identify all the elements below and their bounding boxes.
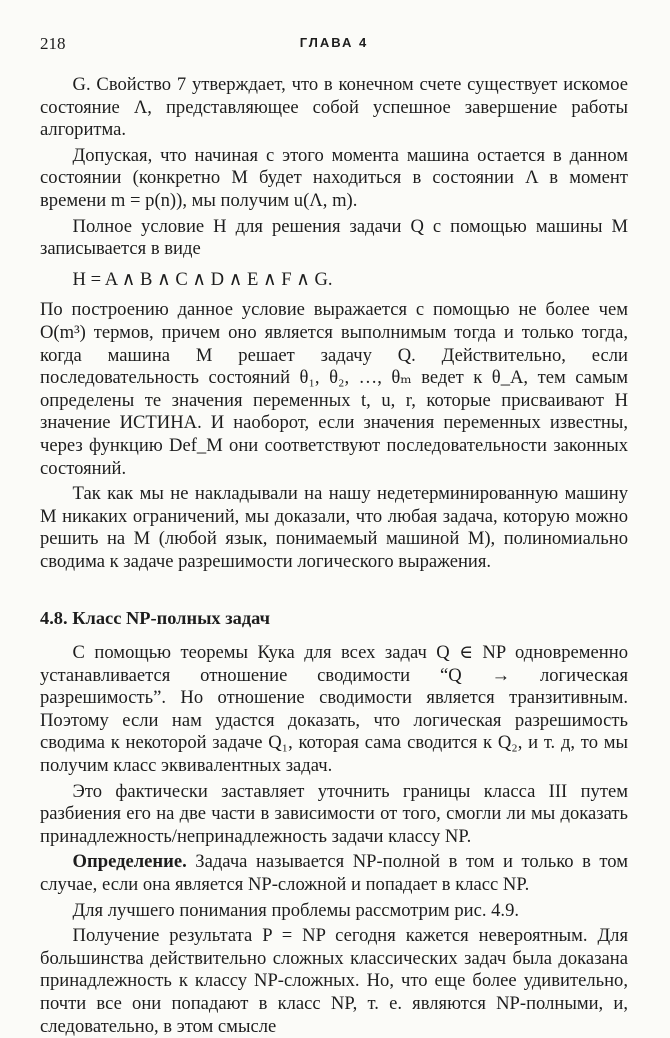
paragraph: Это фактически заставляет уточнить границы класса III путем разбиения его на две части в зависимости от того, смогли ли мы доказать принадлежность/непринадлежность задачи классу NP.	[40, 780, 628, 847]
section-number: 4.8.	[40, 608, 68, 629]
paragraph: G. Свойство 7 утверждает, что в конечном счете существует искомое состояние Λ, представляющее собой успешное завершение работы алгоритма.	[40, 74, 628, 141]
page-number: 218	[40, 34, 66, 53]
definition-text: Задача называется NP-полной в том и только в том случае, если она является NP-сложной и попадает в класс NP.	[40, 851, 628, 895]
paragraph: Получение результата P = NP сегодня кажется невероятным. Для большинства действительно сложных классических задач была доказана принадлежность к классу NP-сложных. Но, что еще более удивительно, почти все они попадают в класс NP, т. е. являются NP-полными, и, следовательно, в этом смысле	[40, 925, 628, 1037]
paragraph: Так как мы не накладывали на нашу недетерминированную машину M никаких ограничений, мы доказали, что любая задача, которую можно решить на M (любой язык, понимаемый машиной M), полиномиально сводима к задаче разрешимости логического выражения.	[40, 483, 628, 572]
running-head: ГЛАВА 4	[299, 35, 369, 50]
paragraph: Полное условие H для решения задачи Q с помощью машины M записывается в виде	[40, 215, 628, 260]
section-heading	[40, 607, 628, 630]
formula: H = A ∧ B ∧ C ∧ D ∧ E ∧ F ∧ G.	[72, 268, 333, 290]
paragraph: Для лучшего понимания проблемы рассмотрим рис. 4.9.	[72, 899, 520, 921]
paragraph: Допуская, что начиная с этого момента машина остается в данном состоянии (конкретно M будет находиться в состоянии Λ в момент времени m = p(n)), мы получим u(Λ, m).	[40, 144, 628, 211]
page-body	[40, 74, 628, 1038]
definition	[40, 851, 628, 896]
paragraph: По построению данное условие выражается с помощью не более чем O(m³) термов, причем оно является выполнимым тогда и только тогда, когда машина M решает задачу Q. Действительно, если последовательность состояний θ₁, θ₂, …, θₘ ведет к θ_A, тем самым определены те значения переменных t, u, r, которые присваивают H значение ИСТИНА. И наоборот, если значения переменных известны, через функцию Def_M они соответствуют последовательности законных состояний.	[40, 299, 628, 479]
paragraph: С помощью теоремы Кука для всех задач Q ∈ NP одновременно устанавливается отношение сводимости “Q → логическая разрешимость”. Но отношение сводимости является транзитивным. Поэтому если нам удастся доказать, что логическая разрешимость сводима к некоторой задаче Q₁, которая сама сводится к Q₂, и т. д, то мы получим класс эквивалентных задач.	[40, 642, 628, 777]
section-title: Класс NP-полных задач	[72, 608, 270, 629]
page-header	[40, 34, 628, 56]
definition-label: Определение.	[72, 851, 187, 873]
